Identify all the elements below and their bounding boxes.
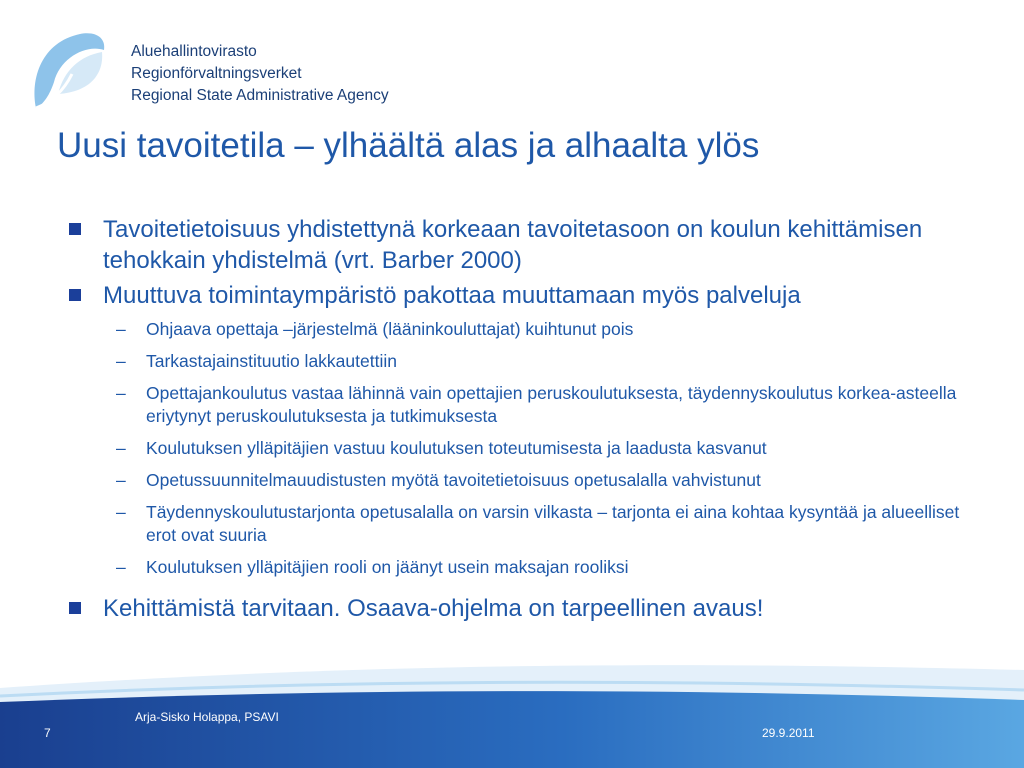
slide-title: Uusi tavoitetila – ylhäältä alas ja alhaalta ylös xyxy=(57,126,760,165)
square-bullet-icon xyxy=(69,289,81,301)
agency-logo-icon xyxy=(28,30,108,114)
square-bullet-icon xyxy=(69,602,81,614)
sub-bullet-text: Koulutuksen ylläpitäjien vastuu koulutuksen toteutumisesta ja laadusta kasvanut xyxy=(146,438,767,458)
square-bullet-icon xyxy=(69,223,81,235)
sub-bullet-text: Opetussuunnitelmauudistusten myötä tavoitetietoisuus opetusalalla vahvistunut xyxy=(146,470,761,490)
sub-bullet-item xyxy=(66,382,986,428)
dash-bullet-icon: – xyxy=(116,438,126,458)
bullet-text: Muuttuva toimintaympäristö pakottaa muuttamaan myös palveluja xyxy=(103,282,801,309)
bullet-item xyxy=(66,593,986,624)
footer-author: Arja-Sisko Holappa, PSAVI xyxy=(135,710,279,724)
bullet-item xyxy=(66,214,986,276)
dash-bullet-icon: – xyxy=(116,351,126,371)
sub-bullet-item xyxy=(66,469,986,492)
sub-bullet-text: Koulutuksen ylläpitäjien rooli on jäänyt usein maksajan rooliksi xyxy=(146,557,629,577)
sub-bullet-item xyxy=(66,318,986,341)
bullet-text: Kehittämistä tarvitaan. Osaava-ohjelma on tarpeellinen avaus! xyxy=(103,595,764,622)
footer-wave-graphic xyxy=(0,630,1024,768)
dash-bullet-icon: – xyxy=(116,470,126,490)
dash-bullet-icon: – xyxy=(116,319,126,339)
sub-bullet-item xyxy=(66,437,986,460)
sub-bullet-item xyxy=(66,501,986,547)
dash-bullet-icon: – xyxy=(116,383,126,403)
sub-bullet-text: Opettajankoulutus vastaa lähinnä vain opettajien peruskoulutuksesta, täydennyskoulutus korkea-asteella eriytynyt peruskoulutuksesta ja tutkimuksesta xyxy=(146,383,957,426)
sub-bullet-item xyxy=(66,350,986,373)
bullet-text: Tavoitetietoisuus yhdistettynä korkeaan tavoitetasoon on koulun kehittämisen tehokkain yhdistelmä (vrt. Barber 2000) xyxy=(103,216,923,274)
organization-name xyxy=(131,41,389,107)
dash-bullet-icon: – xyxy=(116,502,126,522)
sub-bullet-text: Tarkastajainstituutio lakkautettiin xyxy=(146,351,397,371)
slide-content xyxy=(66,214,986,631)
sub-bullet-item xyxy=(66,556,986,579)
bullet-item xyxy=(66,280,986,311)
org-name-sv: Regionförvaltningsverket xyxy=(131,65,302,82)
footer-date: 29.9.2011 xyxy=(762,726,815,740)
org-name-fi: Aluehallintovirasto xyxy=(131,43,257,60)
sub-bullet-text: Täydennyskoulutustarjonta opetusalalla on varsin vilkasta – tarjonta ei aina kohtaa kysyntää ja alueelliset erot ovat suuria xyxy=(146,502,960,545)
sub-bullet-text: Ohjaava opettaja –järjestelmä (lääninkouluttajat) kuihtunut pois xyxy=(146,319,634,339)
org-name-en: Regional State Administrative Agency xyxy=(131,87,389,104)
page-number: 7 xyxy=(44,726,51,740)
dash-bullet-icon: – xyxy=(116,557,126,577)
